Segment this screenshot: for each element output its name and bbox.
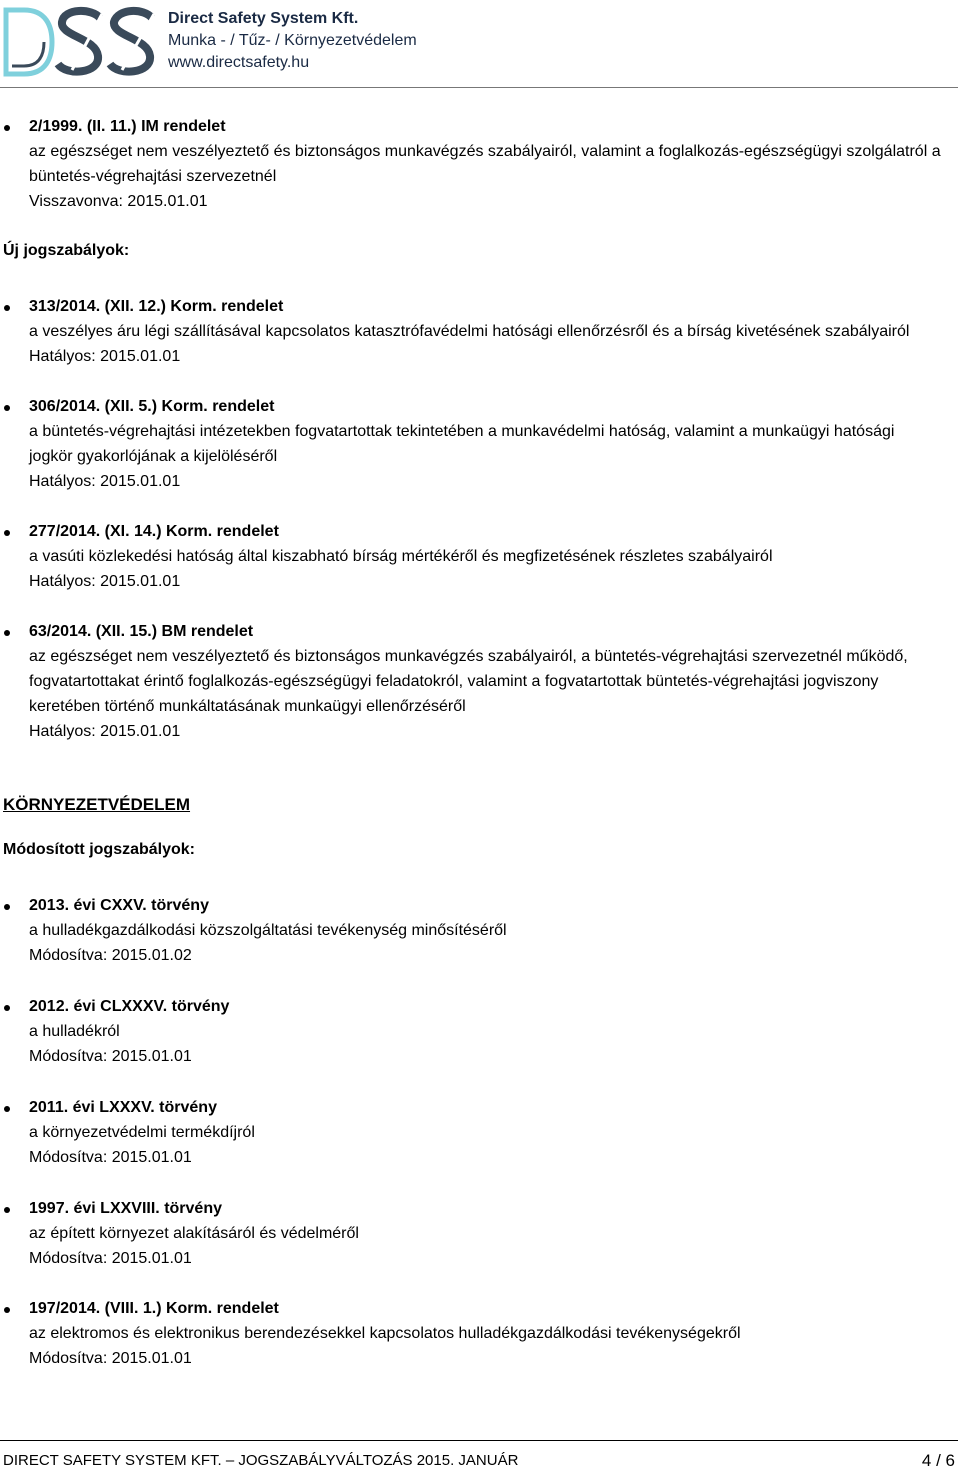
list-item [29, 294, 959, 369]
item-description: a hulladékgazdálkodási közszolgáltatási tevékenység minősítéséről [29, 922, 507, 939]
section-title: KÖRNYEZETVÉDELEM [3, 795, 191, 814]
item-description: a veszélyes áru légi szállításával kapcsolatos katasztrófavédelmi hatósági ellenőrzésről és a bírság kivetésének szabályairól [29, 323, 910, 340]
bullet-icon [4, 405, 10, 411]
list-item [29, 893, 959, 968]
item-description: az egészséget nem veszélyeztető és biztonságos munkavégzés szabályairól, valamint a foglalkozás-egészségügyi szolgálatról a [29, 143, 941, 160]
list-item [29, 619, 959, 744]
modified-laws-heading: Módosított jogszabályok: [3, 841, 195, 858]
bullet-icon [4, 530, 10, 536]
footer-divider [0, 1440, 958, 1441]
new-laws-heading: Új jogszabályok: [3, 242, 130, 259]
item-description: az épített környezet alakításáról és védelméről [29, 1225, 359, 1242]
item-title: 1997. évi LXXVIII. törvény [29, 1200, 222, 1217]
header-divider [0, 87, 958, 88]
bullet-icon [4, 1307, 10, 1313]
item-status: Visszavonva: 2015.01.01 [29, 193, 208, 210]
item-title: 313/2014. (XII. 12.) Korm. rendelet [29, 298, 284, 315]
item-status: Módosítva: 2015.01.01 [29, 1350, 192, 1367]
item-status: Módosítva: 2015.01.01 [29, 1048, 192, 1065]
item-status: Módosítva: 2015.01.01 [29, 1250, 192, 1267]
item-title: 2012. évi CLXXXV. törvény [29, 998, 230, 1015]
bullet-icon [4, 125, 10, 131]
item-status: Módosítva: 2015.01.01 [29, 1149, 192, 1166]
company-website[interactable]: www.directsafety.hu [168, 54, 310, 71]
bullet-icon [4, 904, 10, 910]
item-title: 277/2014. (XI. 14.) Korm. rendelet [29, 523, 279, 540]
company-tagline: Munka - / Tűz- / Környezetvédelem [168, 32, 417, 49]
list-item [29, 394, 959, 494]
bullet-icon [4, 1005, 10, 1011]
bullet-icon [4, 1106, 10, 1112]
page-number: 4 / 6 [921, 1451, 955, 1470]
item-status: Hatályos: 2015.01.01 [29, 348, 181, 365]
list-item [29, 994, 959, 1069]
item-description: a büntetés-végrehajtási intézetekben fogvatartottak tekintetében a munkavédelmi hatóság, valamint a munkaügyi hatósági [29, 423, 895, 440]
list-item [29, 1095, 959, 1170]
company-logo [2, 4, 158, 78]
item-description: fogvatartottakat érintő foglalkozás-egészségügyi feladatokról, valamint a fogvatartottak büntetés-végrehajtási jogviszony [29, 673, 879, 690]
item-title: 2011. évi LXXXV. törvény [29, 1099, 217, 1116]
item-description: keretében történő munkáltatásának munkaügyi ellenőrzéséről [29, 698, 466, 715]
list-item [29, 1196, 959, 1271]
item-status: Hatályos: 2015.01.01 [29, 473, 181, 490]
item-description: az egészséget nem veszélyeztető és biztonságos munkavégzés szabályairól, a büntetés-végrehajtási szervezetnél működő, [29, 648, 908, 665]
company-name: Direct Safety System Kft. [168, 10, 359, 27]
item-description: a vasúti közlekedési hatóság által kiszabható bírság mértékéről és megfizetésének részletes szabályairól [29, 548, 773, 565]
page-header [0, 0, 960, 88]
item-description: a környezetvédelmi termékdíjról [29, 1124, 255, 1141]
bullet-icon [4, 1207, 10, 1213]
item-description: a hulladékról [29, 1023, 120, 1040]
list-item [29, 519, 959, 594]
item-description: az elektromos és elektronikus berendezésekkel kapcsolatos hulladékgazdálkodási tevékenységekről [29, 1325, 741, 1342]
item-title: 306/2014. (XII. 5.) Korm. rendelet [29, 398, 275, 415]
item-title: 197/2014. (VIII. 1.) Korm. rendelet [29, 1300, 279, 1317]
item-description: jogkör gyakorlójának a kijelöléséről [29, 448, 278, 465]
bullet-icon [4, 305, 10, 311]
list-item [29, 114, 959, 214]
item-description: büntetés-végrehajtási szervezetnél [29, 168, 277, 185]
item-title: 2/1999. (II. 11.) IM rendelet [29, 118, 226, 135]
item-status: Módosítva: 2015.01.02 [29, 947, 192, 964]
list-item [29, 1296, 959, 1371]
item-title: 63/2014. (XII. 15.) BM rendelet [29, 623, 254, 640]
bullet-icon [4, 630, 10, 636]
item-title: 2013. évi CXXV. törvény [29, 897, 209, 914]
item-status: Hatályos: 2015.01.01 [29, 573, 181, 590]
footer-text: DIRECT SAFETY SYSTEM KFT. – JOGSZABÁLYVÁLTOZÁS 2015. JANUÁR [3, 1452, 519, 1469]
item-status: Hatályos: 2015.01.01 [29, 723, 181, 740]
company-info [168, 8, 417, 74]
